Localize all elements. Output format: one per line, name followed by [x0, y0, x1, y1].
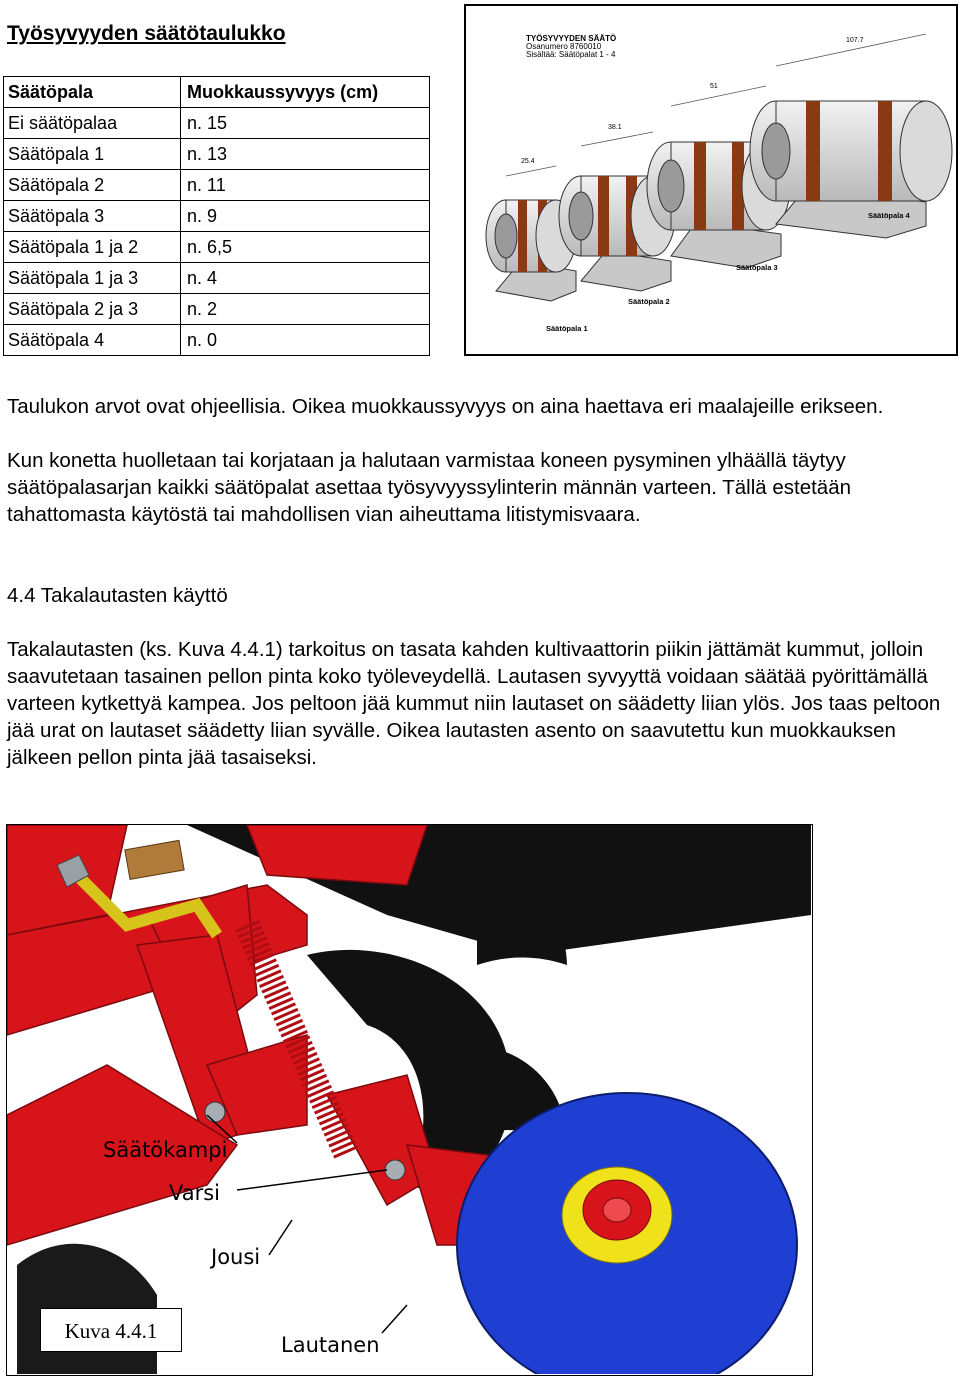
rear-disc-figure — [6, 824, 813, 1376]
table-cell: n. 0 — [181, 325, 430, 356]
table-cell: n. 2 — [181, 294, 430, 325]
table-cell: n. 13 — [181, 139, 430, 170]
table-row — [4, 232, 430, 263]
figure-caption: Kuva 4.4.1 — [40, 1308, 182, 1352]
note-paragraph: Taulukon arvot ovat ohjeellisia. Oikea muokkaussyvyys on aina haettava eri maalajeille erikseen. — [7, 395, 884, 418]
section-heading: 4.4 Takalautasten käyttö — [7, 584, 228, 607]
blue-disc — [457, 1093, 797, 1374]
table-cell: Säätöpala 4 — [4, 325, 181, 356]
page-title: Työsyvyyden säätötaulukko — [7, 22, 286, 45]
disc-label: Lautanen — [281, 1333, 380, 1357]
table-row — [4, 325, 430, 356]
part-label: Säätöpala 1 — [546, 324, 588, 333]
table-cell: n. 4 — [181, 263, 430, 294]
table-header-row — [4, 77, 430, 108]
part-label: Säätöpala 4 — [868, 211, 910, 220]
figure-header-line: TYÖSYVYYDEN SÄÄTÖ — [526, 34, 617, 43]
table-row — [4, 108, 430, 139]
table-row — [4, 170, 430, 201]
service-paragraph: Kun konetta huolletaan tai korjataan ja halutaan varmistaa koneen pysyminen ylhäällä täytyy säätöpalasarjan kaikki säätöpalat asettaa työsyvyyssylinterin männän varteen. Tällä estetään tahattomasta käytöstä tai mahdollisen vian aiheuttama litistymisvaara. — [7, 449, 852, 526]
part-label: Säätöpala 2 — [628, 297, 670, 306]
spring-label: Jousi — [211, 1245, 261, 1269]
table-cell: Säätöpala 3 — [4, 201, 181, 232]
table-header-cell: Muokkaussyvyys (cm) — [181, 77, 430, 108]
table-cell: Ei säätöpalaa — [4, 108, 181, 139]
dimension-label: 38.1 — [608, 124, 622, 131]
table-cell: n. 15 — [181, 108, 430, 139]
part-label: Säätöpala 3 — [736, 263, 778, 272]
table-cell: Säätöpala 2 — [4, 170, 181, 201]
depth-adjustment-table — [3, 76, 430, 356]
table-cell: Säätöpala 1 ja 2 — [4, 232, 181, 263]
crank-label: Säätökampi — [103, 1138, 228, 1162]
adjustment-pads-drawing — [466, 6, 956, 354]
table-row — [4, 263, 430, 294]
figure-header-line: Osanumero 8760010 — [526, 42, 602, 51]
table-cell: n. 6,5 — [181, 232, 430, 263]
figure-header-line: Sisältää: Säätöpalat 1 - 4 — [526, 50, 616, 59]
table-row — [4, 201, 430, 232]
adjustment-pads-figure — [464, 4, 958, 356]
dimension-label: 51 — [710, 83, 718, 90]
table-cell: Säätöpala 2 ja 3 — [4, 294, 181, 325]
dimension-label: 107.7 — [846, 37, 864, 44]
table-cell: Säätöpala 1 ja 3 — [4, 263, 181, 294]
arm-label: Varsi — [169, 1181, 221, 1205]
table-row — [4, 294, 430, 325]
table-header-cell: Säätöpala — [4, 77, 181, 108]
discs-paragraph: Takalautasten (ks. Kuva 4.4.1) tarkoitus on tasata kahden kultivaattorin piikin jättämät kummut, jolloin saavutetaan tasainen pellon pinta koko työleveydellä. Lautasen syvyyttä voidaan säätää pyörittämällä varteen kytkettyä kampea. Jos peltoon jää kummut niin lautaset on säädetty liian ylös. Jos taas peltoon jää urat on lautaset säädetty liian syvälle. Oikea lautasten asento on saavutettu kun muokkauksen jälkeen pellon pinta jää tasaiseksi. — [7, 638, 941, 769]
table-cell: n. 9 — [181, 201, 430, 232]
dimension-label: 25.4 — [521, 158, 535, 165]
table-cell: Säätöpala 1 — [4, 139, 181, 170]
rear-disc-drawing — [7, 825, 811, 1374]
table-cell: n. 11 — [181, 170, 430, 201]
table-row — [4, 139, 430, 170]
